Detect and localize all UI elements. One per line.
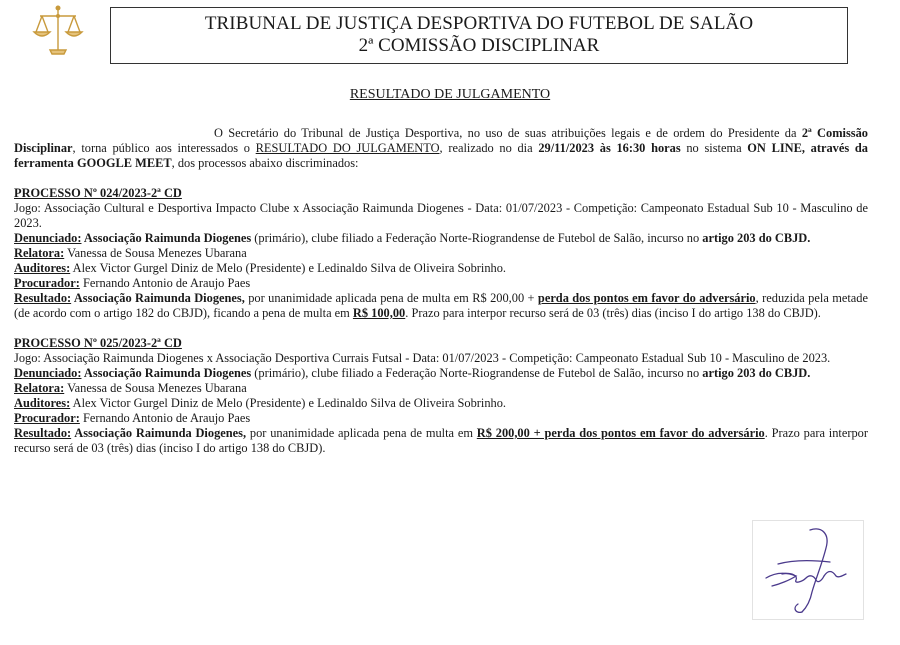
- tribunal-name: TRIBUNAL DE JUSTIÇA DESPORTIVA DO FUTEBOL DE SALÃO: [204, 13, 754, 34]
- scales-of-justice-logo: [30, 2, 86, 60]
- process-procurador: [14, 411, 868, 426]
- resultado-penalty: perda dos pontos em favor do adversário: [537, 291, 756, 305]
- auditores-names: Alex Victor Gurgel Diniz de Melo (Presidente) e Ledinaldo Silva de Oliveira Sobrinho.: [70, 396, 507, 410]
- auditores-names: Alex Victor Gurgel Diniz de Melo (Presidente) e Ledinaldo Silva de Oliveira Sobrinho.: [70, 261, 507, 275]
- relatora-name: Vanessa de Sousa Menezes Ubarana: [64, 246, 247, 260]
- resultado-name: Associação Raimunda Diogenes,: [71, 291, 245, 305]
- intro-text: , realizado no dia: [439, 141, 539, 155]
- document-title: [0, 87, 900, 103]
- procurador-name: Fernando Antonio de Araujo Paes: [79, 276, 251, 290]
- resultado-text: por unanimidade aplicada pena de multa em R$ 200,00 +: [244, 291, 538, 305]
- process-title: PROCESSO Nº 024/2023-2ª CD: [14, 186, 182, 200]
- process-title: PROCESSO Nº 025/2023-2ª CD: [14, 336, 182, 350]
- intro-datetime: 29/11/2023 às 16:30 horas: [538, 141, 681, 155]
- intro-paragraph: [14, 126, 868, 171]
- resultado-text: , reduzida pela metade (de acordo com o artigo 182 do CBJD), ficando a pena de multa em: [14, 291, 868, 320]
- process-section: [14, 336, 868, 456]
- intro-online-system: ON LINE, através da ferramenta GOOGLE MEET: [14, 141, 868, 170]
- intro-text: O Secretário do Tribunal de Justiça Desportiva, no uso de suas atribuições legais e de ordem do Presidente da: [214, 126, 802, 140]
- process-auditores: [14, 396, 868, 411]
- denunciado-text: (primário), clube filiado a Federação Norte-Riograndense de Futebol de Salão, incurso no: [251, 231, 703, 245]
- process-auditores: [14, 261, 868, 276]
- process-resultado: [14, 291, 868, 321]
- signature-image: [752, 520, 864, 620]
- procurador-label: Procurador:: [14, 411, 80, 425]
- intro-text: , torna público aos interessados o: [72, 141, 256, 155]
- denunciado-label: Denunciado:: [14, 231, 82, 245]
- resultado-text: por unanimidade aplicada pena de multa em: [246, 426, 477, 440]
- resultado-fine: R$ 100,00: [352, 306, 406, 320]
- denunciado-label: Denunciado:: [14, 366, 82, 380]
- process-section: [14, 186, 868, 321]
- relatora-label: Relatora:: [14, 246, 65, 260]
- process-game: Jogo: Associação Cultural e Desportiva Impacto Clube x Associação Raimunda Diogenes - Data: 01/07/2023 - Competição: Campeonato Estadual Sub 10 - Masculino de 2023.: [14, 201, 868, 230]
- denunciado-name: Associação Raimunda Diogenes: [81, 366, 252, 380]
- resultado-name: Associação Raimunda Diogenes,: [71, 426, 247, 440]
- intro-result-text: RESULTADO DO JULGAMENTO: [255, 141, 440, 155]
- intro-text: no sistema: [680, 141, 748, 155]
- procurador-name: Fernando Antonio de Araujo Paes: [79, 411, 251, 425]
- resultado-text: . Prazo para interpor recurso será de 03 (três) dias (inciso I do artigo 138 do CBJD).: [405, 306, 821, 320]
- process-denunciado: [14, 231, 868, 246]
- commission-name: 2ª COMISSÃO DISCIPLINAR: [358, 35, 600, 56]
- process-game: Jogo: Associação Raimunda Diogenes x Associação Desportiva Currais Futsal - Data: 01/07/2023 - Competição: Campeonato Estadual Sub 10 - Masculino de 2023.: [14, 351, 831, 365]
- intro-text: , dos processos abaixo discriminados:: [171, 156, 359, 170]
- process-resultado: [14, 426, 868, 456]
- denunciado-text: (primário), clube filiado a Federação Norte-Riograndense de Futebol de Salão, incurso no: [251, 366, 703, 380]
- resultado-text: . Prazo para interpor recurso será de 03 (três) dias (inciso I do artigo 138 do CBJD).: [14, 426, 869, 455]
- resultado-penalty: R$ 200,00 + perda dos pontos em favor do adversário: [476, 426, 765, 440]
- auditores-label: Auditores:: [14, 396, 71, 410]
- procurador-label: Procurador:: [14, 276, 80, 290]
- denunciado-name: Associação Raimunda Diogenes: [81, 231, 252, 245]
- process-relatora: [14, 381, 868, 396]
- intro-commission: 2ª Comissão Disciplinar: [14, 126, 868, 155]
- document-title-text: RESULTADO DE JULGAMENTO: [349, 87, 551, 102]
- denunciado-article: artigo 203 do CBJD.: [702, 231, 811, 245]
- denunciado-article: artigo 203 do CBJD.: [702, 366, 811, 380]
- document-body: [14, 126, 868, 456]
- header-box: [110, 7, 848, 64]
- process-denunciado: [14, 366, 868, 381]
- process-procurador: [14, 276, 868, 291]
- resultado-label: Resultado:: [14, 426, 72, 440]
- auditores-label: Auditores:: [14, 261, 71, 275]
- relatora-name: Vanessa de Sousa Menezes Ubarana: [64, 381, 247, 395]
- resultado-label: Resultado:: [14, 291, 72, 305]
- relatora-label: Relatora:: [14, 381, 65, 395]
- process-relatora: [14, 246, 868, 261]
